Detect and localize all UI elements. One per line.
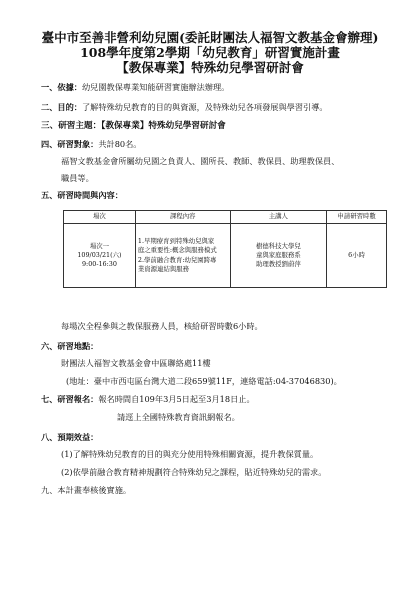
session-date: 109/03/21(六) bbox=[77, 250, 122, 259]
hours-cell: 6小時 bbox=[327, 224, 387, 288]
course-cell bbox=[135, 224, 230, 288]
section-basis-text: 幼兒園教保專業知能研習實施辦法辦理。 bbox=[81, 82, 230, 92]
header-speaker: 主講人 bbox=[230, 211, 327, 224]
section-theme-label: 三、研習主題： bbox=[41, 121, 102, 131]
session-time: 9:00-16:30 bbox=[81, 260, 117, 269]
hours-note: 每場次全程參與之教保服務人員，核給研習時數6小時。 bbox=[61, 321, 263, 331]
registration-period: 報名時間自109年3月5日起至3月18日止。 bbox=[98, 394, 255, 404]
section-audience-text: 共計80名。 bbox=[98, 139, 142, 149]
location-name: 財團法人福智文教基金會中區聯絡處11樓 bbox=[61, 358, 211, 368]
header-course: 課程內容 bbox=[135, 211, 230, 224]
course-line4: 業資源連結與服務 bbox=[137, 264, 190, 273]
benefit-item-1: (1)了解特殊幼兒教育的目的與充分使用特殊相關資源，提升教保質量。 bbox=[61, 449, 319, 459]
speaker-line2: 童與家庭服務系 bbox=[256, 250, 301, 259]
section-registration bbox=[41, 394, 255, 405]
section-schedule-label: 五、研習時間與內容： bbox=[41, 190, 123, 200]
section-theme bbox=[41, 121, 226, 132]
section-registration-label: 七、研習報名： bbox=[41, 394, 99, 404]
section-benefits-label: 八、預期效益： bbox=[41, 432, 99, 442]
course-line3: 2.學前融合教育:幼兒園跨專 bbox=[137, 255, 217, 264]
section-purpose-label: 二、目的： bbox=[41, 102, 82, 112]
registration-method: 請逕上全國特殊教育資訊網報名。 bbox=[117, 412, 240, 422]
section-location-label: 六、研習地點： bbox=[41, 341, 99, 351]
section-basis bbox=[41, 82, 229, 93]
section-audience-label: 四、研習對象： bbox=[41, 139, 99, 149]
table-header-row bbox=[64, 211, 387, 224]
session-name: 場次一 bbox=[89, 241, 110, 250]
doc-title-line1: 臺中市至善非營利幼兒園(委託財團法人福智文教基金會辦理) bbox=[41, 30, 379, 45]
section-purpose bbox=[41, 102, 328, 113]
benefit-item-2: (2)依學前融合教育精神規劃符合特殊幼兒之課程，貼近特殊幼兒的需求。 bbox=[61, 467, 327, 477]
section-purpose-text: 了解特殊幼兒教育的目的與資源，及特殊幼兒各項發展與學習引導。 bbox=[81, 102, 328, 112]
location-address: (地址：臺中市西屯區台灣大道二段659號11F，連絡電話:04-37046830)。 bbox=[66, 376, 342, 386]
course-line2: 庭之重要性:概念與服務模式 bbox=[137, 246, 217, 255]
section-theme-text: 【教保專業】特殊幼兒學習研討會 bbox=[101, 121, 226, 131]
session-cell bbox=[64, 224, 136, 288]
doc-title-line2: 108學年度第2學期「幼兒教育」研習實施計畫 bbox=[80, 45, 340, 60]
speaker-line3: 助理教授劉蔚萍 bbox=[256, 260, 301, 269]
table-row bbox=[64, 224, 387, 288]
section-audience bbox=[41, 139, 142, 150]
speaker-line1: 樹德科技大學兒 bbox=[256, 241, 301, 250]
header-hours: 申請研習時數 bbox=[327, 211, 387, 224]
section-implementation: 九、本計畫奉核後實施。 bbox=[41, 485, 132, 495]
section-audience-detail2: 職員等。 bbox=[61, 173, 94, 183]
header-session: 場次 bbox=[64, 211, 136, 224]
section-basis-label: 一、依據： bbox=[41, 82, 82, 92]
doc-title-line3: 【教保專業】特殊幼兒學習研討會 bbox=[116, 60, 304, 75]
section-audience-detail1: 福智文教基金會所屬幼兒園之負責人、園所長、教師、教保員、助理教保員、 bbox=[61, 156, 340, 166]
speaker-cell bbox=[230, 224, 327, 288]
course-line1: 1.早期療育到特殊幼兒與家 bbox=[137, 237, 215, 246]
schedule-table bbox=[63, 210, 387, 288]
